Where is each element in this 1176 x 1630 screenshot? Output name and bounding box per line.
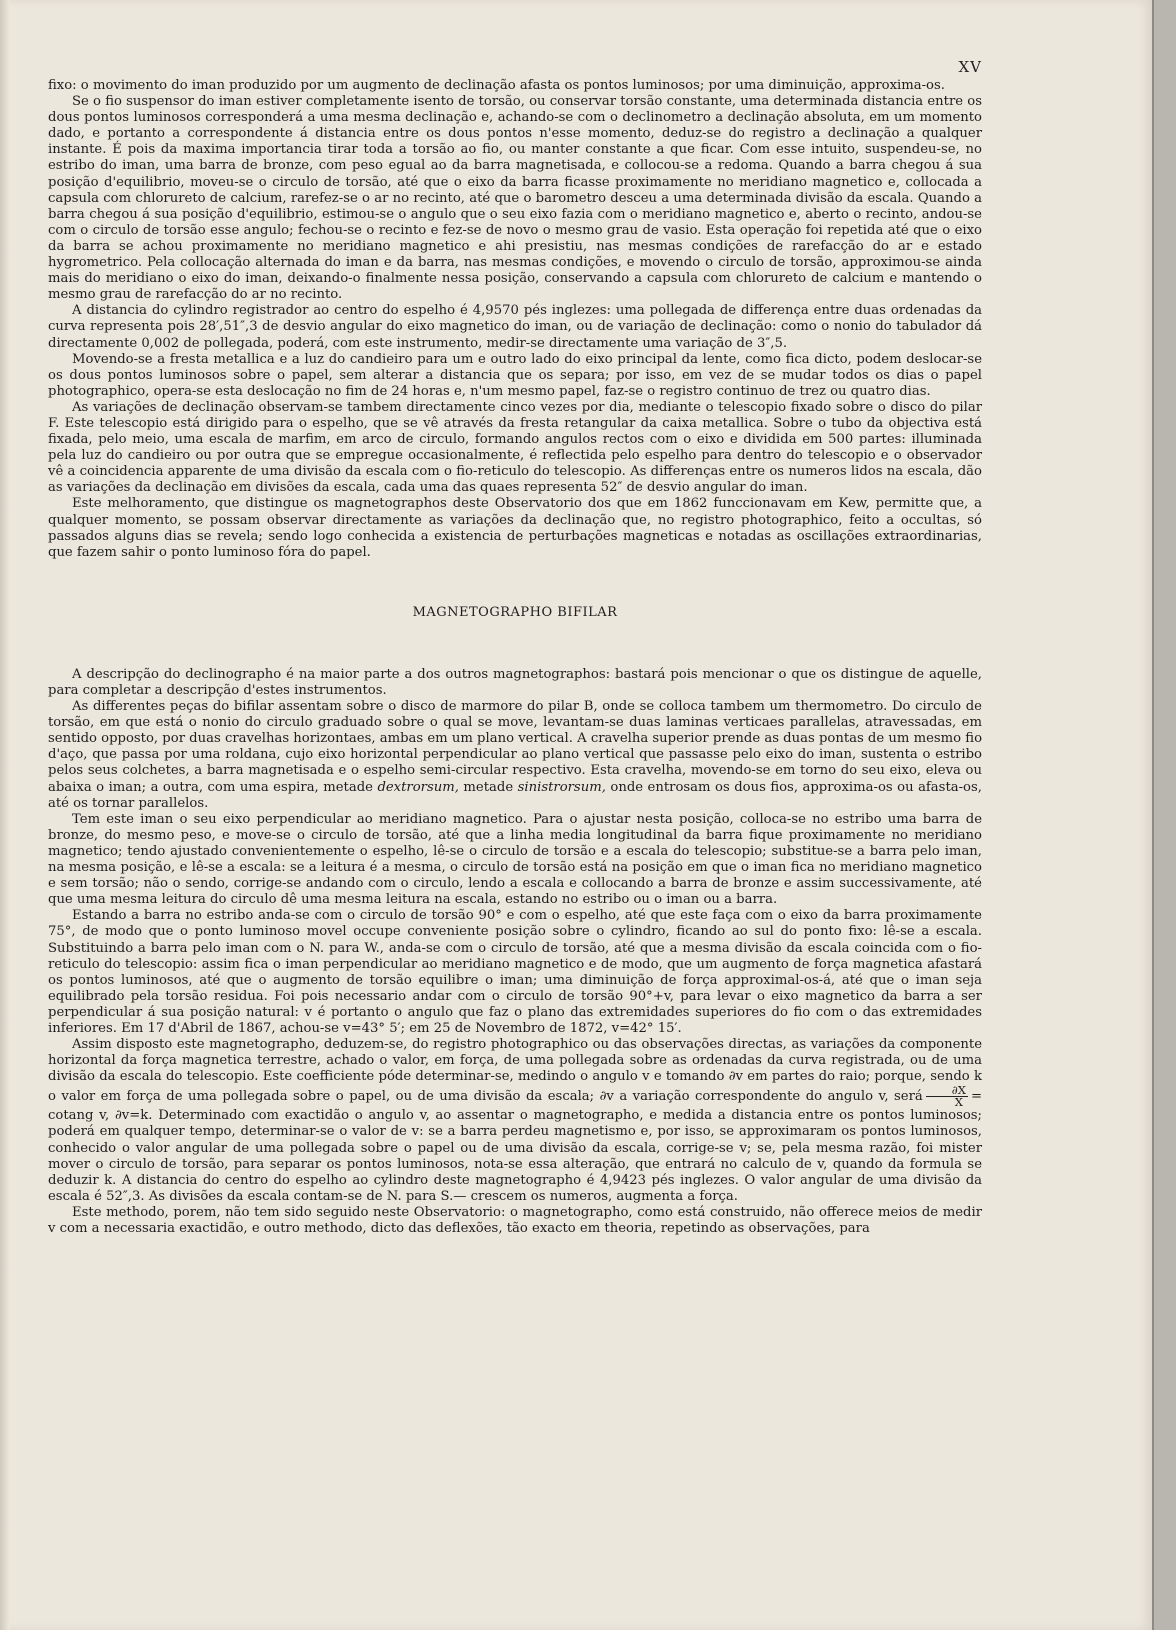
paragraph-8 [48,699,982,812]
paragraph-8-sinistrorsum: sinistrorsum, [517,779,606,795]
paragraph-8-part-c: onde entrosam os dous fios, approxima-os ou afasta-os, até os tornar parallelos. [48,779,982,811]
paragraph-11 [48,1037,982,1205]
fraction-numerator: ∂X [926,1085,968,1097]
formula-fraction [926,1085,968,1108]
paragraph-8-dextrorsum: dextrorsum, [377,779,459,795]
page-spine-shadow [0,0,10,1630]
paragraph-11-part-b: = cotang v, ∂v=k. Determinado com exactidão o angulo v, ao assentar o magnetographo, e medida a distancia entre os pontos luminosos; poderá em qualquer tempo, determinar-se o valor de v: se a barra perdeu magnetismo e, por isso, se approximaram os pontos luminosos, conhecido o valor angular de uma pollegada sobre o papel ou de uma divisão da escala, corrige-se v; se, pela mesma razão, foi mister mover o circulo de torsão, para separar os pontos luminosos, nota-se essa alteração, que entrará no calculo de v, quando da formula se deduzir k. A distancia do centro do espelho ao cylindro deste magnetographo é 4,9423 pés inglezes. O valor angular de uma divisão da escala é 52″,3. As divisões da escala contam-se de N. para S.— crescem os numeros, augmenta a força. [48,1089,982,1204]
paragraph-7: A descripção do declinographo é na maior parte a dos outros magnetographos: bastará pois mencionar o que os distingue de aquelle, para completar a descripção d'estes instrumentos. [48,666,982,698]
paragraph-11-part-a: Assim disposto este magnetographo, deduzem-se, do registro photographico ou das observações directas, as variações da componente horizontal da força magnetica terrestre, achado o valor, em força, de uma pollegada sobre as ordenadas da curva registrada, ou de uma divisão da escala do telescopio. Este coefficiente póde determinar-se, medindo o angulo v e tomando ∂v em partes do raio; porque, sendo k o valor em força de uma pollegada sobre o papel, ou de uma divisão da escala; ∂v a variação correspondente do angulo v, será [48,1037,982,1105]
page-body [48,78,982,1237]
paragraph-10: Estando a barra no estribo anda-se com o circulo de torsão 90° e com o espelho, até que este faça com o eixo da barra proximamente 75°, de modo que o ponto luminoso movel occupe conveniente posição sobre o cylindro, ficando ao sul do ponto fixo: lê-se a escala. Substituindo a barra pelo iman com o N. para W., anda-se com o circulo de torsão, até que a mesma divisão da escala coincida com o fio-reticulo do telescopio: assim fica o iman perpendicular ao meridiano magnetico e de modo, que um augmento de força magnetica afastará os pontos luminosos, até que o augmento de torsão equilibre o iman; uma diminuição de força approximal-os-á, até que o iman seja equilibrado pela torsão residua. Foi pois necessario andar com o circulo de torsão 90°+v, para levar o eixo magnetico da barra a ser perpendicular á sua posição natural: v é portanto o angulo que faz o plano das extremidades superiores do fio com o das extremidades inferiores. Em 17 d'Abril de 1867, achou-se v=43° 5′; em 25 de Novembro de 1872, v=42° 15′. [48,908,982,1036]
paragraph-8-part-b: metade [463,779,514,795]
fraction-denominator: X [954,1095,963,1110]
paragraph-5: As variações de declinação observam-se tambem directamente cinco vezes por dia, mediante o telescopio fixado sobre o disco do pilar F. Este telescopio está dirigido para o espelho, que se vê através da fresta retangular da caixa metallica. Sobre o tubo da objectiva está fixada, pelo meio, uma escala de marfim, em arco de circulo, formando angulos rectos com o eixo e dividida em 500 partes: illuminada pela luz do candieiro ou por outra que se empregue occasionalmente, é reflectida pelo espelho para dentro do telescopio e o observador vê a coincidencia apparente de uma divisão da escala com o fio-reticulo do telescopio. As differenças entre os numeros lidos na escala, dão as variações da declinação em divisões da escala, cada uma das quaes representa 52″ de desvio angular do iman. [48,399,982,496]
paragraph-4: Movendo-se a fresta metallica e a luz do candieiro para um e outro lado do eixo principal da lente, como fica dicto, podem deslocar-se os dous pontos luminosos sobre o papel, sem alterar a distancia que os separa; por isso, em vez de se mudar todos os dias o papel photographico, opera-se esta deslocação no fim de 24 horas e, n'um mesmo papel, faz-se o registro continuo de trez ou quatro dias. [48,351,982,399]
page-number: XV [958,58,982,76]
paragraph-9: Tem este iman o seu eixo perpendicular ao meridiano magnetico. Para o ajustar nesta posição, colloca-se no estribo uma barra de bronze, do mesmo peso, e move-se o circulo de torsão, até que a linha media longitudinal da barra fique proximamente no meridiano magnetico; tendo ajustado convenientemente o espelho, lê-se o circulo de torsão e a escala do telescopio; substitue-se a barra pelo iman, na mesma posição, e lê-se a escala: se a leitura é a mesma, o circulo de torsão está na posição em que o iman fica no meridiano magnetico e sem torsão; não o sendo, corrige-se andando com o circulo, lendo a escala e collocando a barra de bronze e assim successivamente, até que uma mesma leitura do circulo dê uma mesma leitura na escala, estando no estribo ou o iman ou a barra. [48,811,982,908]
section-title: MAGNETOGRAPHO BIFILAR [412,604,618,620]
paragraph-12: Este methodo, porem, não tem sido seguido neste Observatorio: o magnetographo, como está construido, não offerece meios de medir v com a necessaria exactidão, e outro methodo, dicto das deflexões, tão exacto em theoria, repetindo as observações, para [48,1204,982,1236]
paragraph-1: fixo: o movimento do iman produzido por um augmento de declinação afasta os pontos luminosos; por uma diminuição, approxima-os. [48,78,945,93]
paragraph-8-part-a: As differentes peças do bifilar assentam sobre o disco de marmore do pilar B, onde se colloca tambem um thermometro. Do circulo de torsão, em que está o nonio do circulo graduado sobre o qual se move, levantam-se duas laminas verticaes parallelas, atravessadas, em sentido opposto, por duas cravelhas horizontaes, ambas em um plano vertical. A cravelha superior prende as duas pontas de um mesmo fio d'aço, que passa por uma roldana, cujo eixo horizontal perpendicular ao plano vertical que passasse pelo eixo do iman, sustenta o estribo pelos seus colchetes, a barra magnetisada e o espelho semi-circular respectivo. Esta cravelha, movendo-se em torno do seu eixo, eleva ou abaixa o iman; a outra, com uma espira, metade [48,699,983,795]
paragraph-2: Se o fio suspensor do iman estiver completamente isento de torsão, ou conservar torsão constante, uma determinada distancia entre os dous pontos luminosos corresponderá a uma mesma declinação e, achando-se com o declinometro a declinação absoluta, em um momento dado, e portanto a correspondente á distancia entre os dous pontos n'esse momento, deduz-se do registro a declinação a qualquer instante. É pois da maxima importancia tirar toda a torsão ao fio, ou manter constante a que ficar. Com esse intuito, suspendeu-se, no estribo do iman, uma barra de bronze, com peso egual ao da barra magnetisada, e collocou-se a redoma. Quando a barra chegou á sua posição d'equilibrio, moveu-se o circulo de torsão, até que o eixo da barra ficasse proximamente no meridiano magnetico e, collocada a capsula com chlorureto de calcium, rarefez-se o ar no recinto, até que o barometro desceu a uma determinada divisão da escala. Quando a barra chegou á sua posição d'equilibrio, estimou-se o angulo que o seu eixo fazia com o meridiano magnetico e, aberto o recinto, andou-se com o circulo de torsão esse angulo; fechou-se o recinto e fez-se de novo o mesmo grau de vasio. Esta operação foi repetida até que o eixo da barra se achou proximamente no meridiano magnetico e ahi presistiu, nas mesmas condições de rarefacção do ar e estado hygrometrico. Pela collocação alternada do iman e da barra, nas mesmas condições, e movendo o circulo de torsão, approximou-se ainda mais do meridiano o eixo do iman, deixando-o finalmente nessa posição, conservando a capsula com chlorureto de calcium e mantendo o mesmo grau de rarefacção do ar no recinto. [48,94,982,303]
paragraph-6: Este melhoramento, que distingue os magnetographos deste Observatorio dos que em 1862 funccionavam em Kew, permitte que, a qualquer momento, se possam observar directamente as variações da declinação que, no registro photographico, feito a occultas, só passados alguns dias se revela; sendo logo conhecida a existencia de perturbações magneticas e notadas as oscillações extraordinarias, que fazem sahir o ponto luminoso fóra do papel. [48,496,982,560]
paragraph-3: A distancia do cylindro registrador ao centro do espelho é 4,9570 pés inglezes: uma pollegada de differença entre duas ordenadas da curva representa pois 28′,51″,3 de desvio angular do eixo magnetico do iman, ou de variação de declinação: como o nonio do tabulador dá directamente 0,002 de pollegada, poderá, com este instrumento, medir-se directamente uma variação de 3″,5. [48,303,982,351]
